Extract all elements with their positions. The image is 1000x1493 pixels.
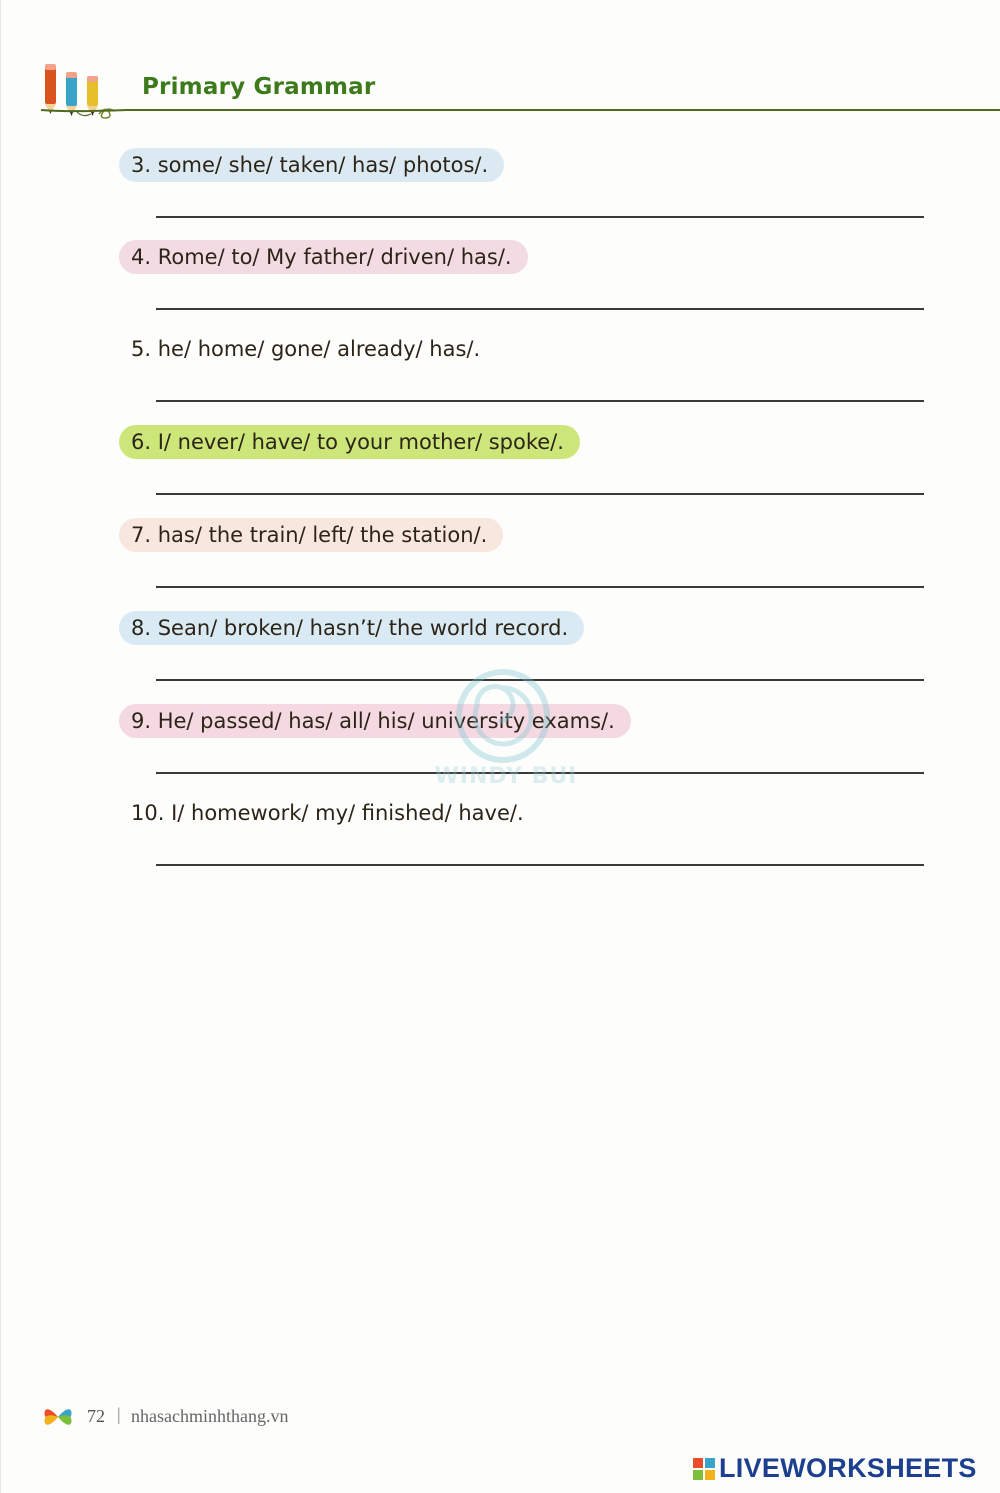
exercise-prompt: 7. has/ the train/ left/ the station/.: [119, 518, 503, 552]
exercise-prompt: 3. some/ she/ taken/ has/ photos/.: [119, 148, 504, 182]
answer-line[interactable]: [156, 400, 924, 402]
page-title: Primary Grammar: [142, 74, 376, 100]
publisher-site: nhasachminhthang.vn: [131, 1406, 289, 1426]
liveworksheets-logo-icon: [693, 1458, 715, 1480]
exercise-prompt: 4. Rome/ to/ My father/ driven/ has/.: [119, 240, 528, 274]
publisher-logo-icon: [41, 1400, 75, 1434]
page-number: 72: [87, 1406, 105, 1426]
answer-line[interactable]: [156, 864, 924, 866]
exercise-3: [1, 148, 1000, 240]
answer-line[interactable]: [156, 216, 924, 218]
footer-separator: |: [117, 1404, 121, 1424]
liveworksheets-brand: [693, 1452, 993, 1486]
watermark-swirl-icon: [431, 668, 581, 768]
liveworksheets-wordmark: LIVEWORKSHEETS: [719, 1453, 977, 1483]
exercise-7: [1, 518, 1000, 610]
exercise-prompt: 6. I/ never/ have/ to your mother/ spoke/.: [119, 425, 580, 459]
page-header: [37, 52, 1000, 132]
answer-line[interactable]: [156, 493, 924, 495]
exercise-prompt: 9. He/ passed/ has/ all/ his/ university exams/.: [119, 704, 631, 738]
exercise-4: [1, 240, 1000, 332]
page-footer: [41, 1400, 441, 1434]
exercise-prompt: 8. Sean/ broken/ hasn’t/ the world record.: [119, 611, 584, 645]
watermark-text: WINDY BUI: [434, 764, 578, 789]
exercise-5: [1, 332, 1000, 424]
exercise-prompt: 10. I/ homework/ my/ finished/ have/.: [131, 801, 524, 825]
exercise-6: [1, 425, 1000, 517]
answer-line[interactable]: [156, 308, 924, 310]
exercise-prompt: 5. he/ home/ gone/ already/ has/.: [131, 337, 481, 361]
watermark: [431, 668, 581, 828]
header-divider: [37, 90, 1000, 126]
answer-line[interactable]: [156, 586, 924, 588]
